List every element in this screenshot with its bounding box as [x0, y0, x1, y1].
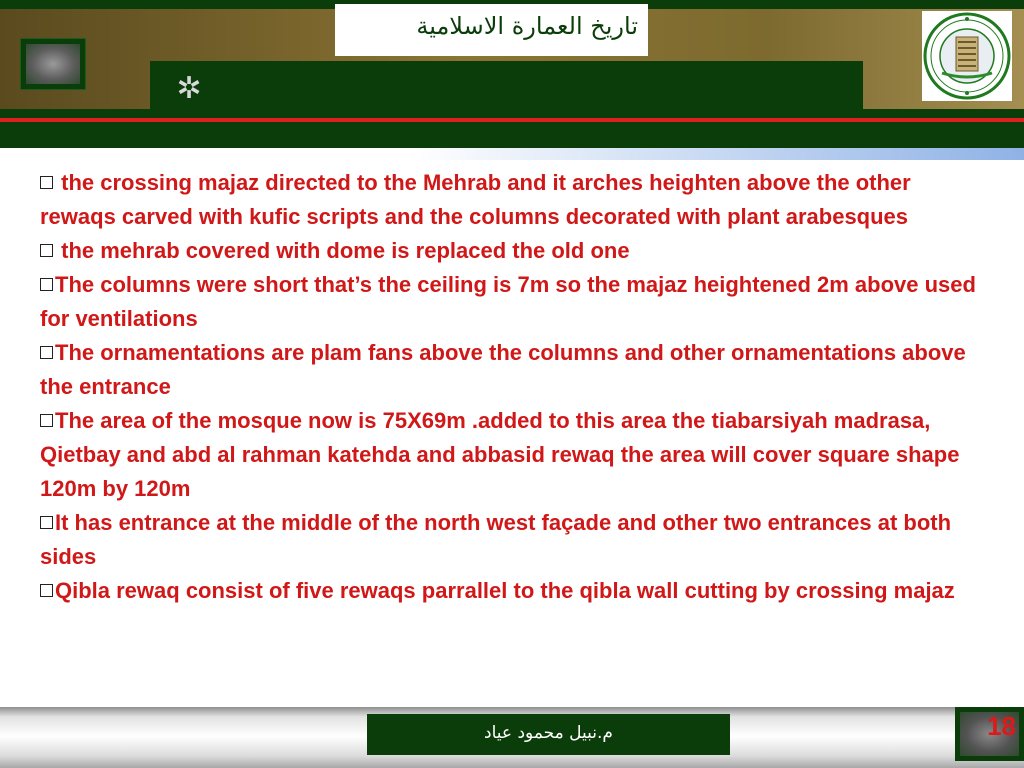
hollow-square-bullet-icon — [40, 584, 53, 597]
hollow-square-bullet-icon — [40, 278, 53, 291]
header-bottom-band — [0, 122, 1024, 148]
page-title: تاريخ العمارة الاسلامية — [416, 12, 638, 40]
list-item — [40, 234, 985, 268]
page-number: 18 — [987, 711, 1016, 741]
hollow-square-bullet-icon — [40, 346, 53, 359]
list-item-text: the crossing majaz directed to the Mehrab and it arches heighten above the other rewaqs carved with kufic scripts and the columns decorated with plant arabesques — [40, 170, 911, 229]
menu-square-icon — [26, 44, 80, 84]
hollow-square-bullet-icon — [40, 176, 53, 189]
list-item — [40, 574, 985, 608]
list-item — [40, 506, 985, 574]
list-item-text: The columns were short that’s the ceiling is 7m so the majaz heightened 2m above used for ventilations — [40, 272, 976, 331]
header-dark-strip — [0, 109, 1024, 118]
hollow-square-bullet-icon — [40, 414, 53, 427]
list-item-text: the mehrab covered with dome is replaced the old one — [55, 238, 630, 263]
bullet-list — [40, 166, 985, 608]
university-logo — [922, 11, 1012, 101]
header-inner-panel — [150, 61, 863, 109]
list-item — [40, 336, 985, 404]
list-item-text: Qibla rewaq consist of five rewaqs parrallel to the qibla wall cutting by crossing majaz — [55, 578, 955, 603]
menu-square-button[interactable] — [20, 38, 86, 90]
list-item-text: The area of the mosque now is 75X69m .added to this area the tiabarsiyah madrasa, Qietbay and abd al rahman katehda and abbasid rewaq the area will cover square shape 120m by 120m — [40, 408, 960, 501]
author-name: م.نبيل محمود عياد — [484, 723, 613, 743]
title-box — [335, 4, 648, 56]
list-item — [40, 166, 985, 234]
list-item-text: The ornamentations are plam fans above the columns and other ornamentations above the entrance — [40, 340, 966, 399]
footer-author-box — [367, 714, 730, 755]
blue-gradient-bar — [0, 148, 1024, 160]
list-item — [40, 404, 985, 506]
list-item — [40, 268, 985, 336]
university-of-palestine-seal-icon — [922, 11, 1012, 101]
asterisk-decoration-icon: ✲ — [176, 71, 202, 106]
list-item-text: It has entrance at the middle of the north west façade and other two entrances at both sides — [40, 510, 952, 569]
hollow-square-bullet-icon — [40, 516, 53, 529]
page-number-box[interactable] — [955, 707, 1024, 761]
header-bar — [0, 0, 1024, 148]
hollow-square-bullet-icon — [40, 244, 53, 257]
